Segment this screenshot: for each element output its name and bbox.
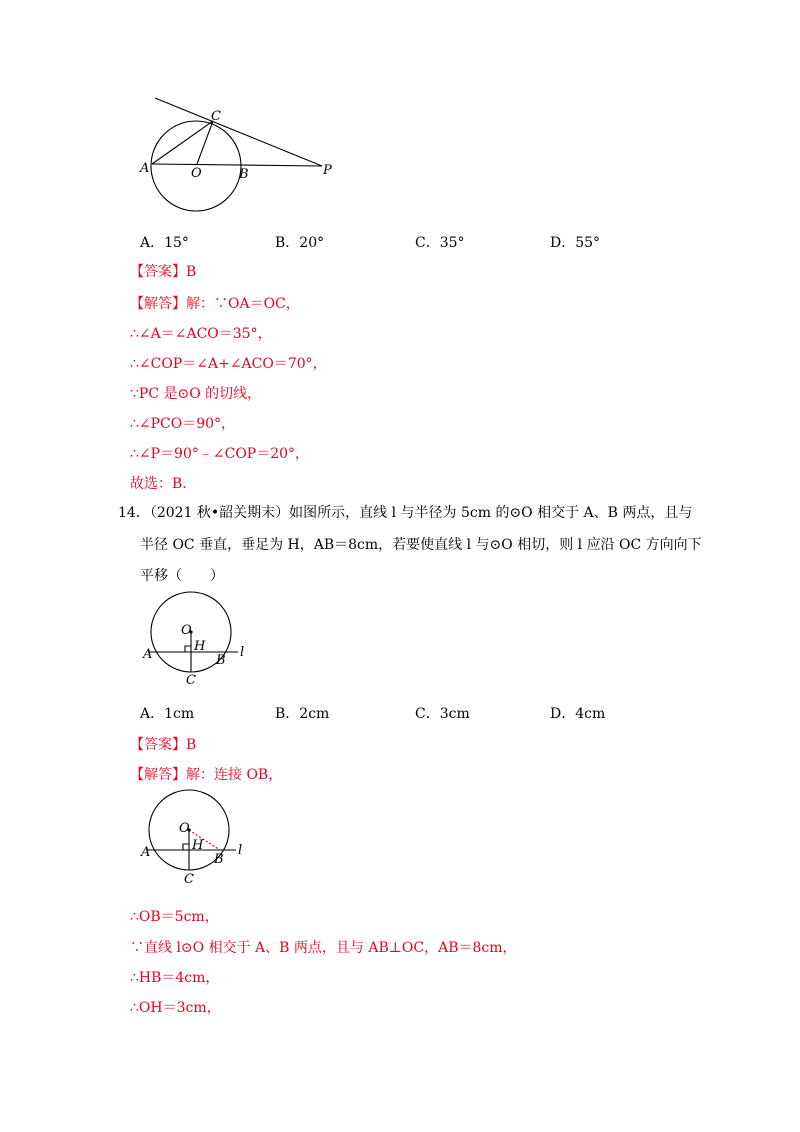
q14-option-b: B．2cm — [275, 706, 330, 722]
q14-option-a: A．1cm — [140, 706, 195, 722]
fig3-label-l: l — [238, 843, 243, 858]
fig1-label-b: B — [239, 167, 249, 182]
fig2-label-l: l — [240, 645, 245, 660]
q14-option-c: C．3cm — [415, 706, 470, 722]
fig3-label-h: H — [192, 838, 204, 853]
q13-option-a: A．15° — [140, 235, 189, 251]
q13-option-b: B．20° — [275, 235, 325, 251]
fig1-tangent-line — [155, 98, 322, 166]
fig3-label-b: B — [214, 852, 224, 867]
fig3-label-o: O — [179, 821, 190, 836]
q13-solution-line-7: 故选：B． — [130, 476, 197, 492]
q13-solution-line-1: 【解答】解：∵OA＝OC， — [130, 296, 300, 312]
q13-answer: 【答案】B — [130, 264, 197, 280]
figure-circle-tangent — [0, 0, 800, 230]
q14-solution-intro: 【解答】解：连接 OB， — [130, 767, 283, 783]
q13-option-d: D．55° — [550, 235, 601, 251]
q14-answer: 【答案】B — [130, 737, 197, 753]
q13-solution-line-4: ∵PC 是⊙O 的切线， — [130, 386, 262, 402]
fig3-label-a: A — [141, 845, 151, 860]
fig1-label-c: C — [211, 109, 221, 124]
figure-circle-chord — [0, 590, 800, 690]
fig1-drawing — [151, 98, 322, 211]
q13-solution-line-3: ∴∠COP＝∠A+∠ACO＝70°， — [130, 356, 327, 372]
fig2-label-c: C — [186, 673, 196, 688]
fig3-right-angle-mark — [183, 844, 189, 850]
fig2-label-b: B — [216, 653, 226, 668]
fig2-label-a: A — [143, 647, 153, 662]
q14-stem-line-2: 半径 OC 垂直，垂足为 H，AB＝8cm，若要使直线 l 与⊙O 相切，则 l 应沿 OC 方向向下 — [140, 537, 702, 553]
fig1-label-o: O — [191, 166, 202, 181]
q13-solution-line-2: ∴∠A＝∠ACO＝35°， — [130, 326, 272, 342]
fig1-label-p: P — [323, 163, 332, 178]
fig2-label-o: O — [181, 623, 192, 638]
fig1-chord-ac — [152, 121, 213, 164]
q14-stem-line-3: 平移（ ） — [140, 568, 224, 584]
q14-option-d: D．4cm — [550, 706, 606, 722]
fig1-label-a: A — [140, 161, 150, 176]
q13-solution-line-6: ∴∠P＝90°﹣∠COP＝20°， — [130, 446, 310, 462]
fig1-line-ap — [152, 164, 322, 166]
q14-solution-line-2: ∵直线 l⊙O 相交于 A、B 两点，且与 AB⊥OC，AB＝8cm， — [130, 940, 517, 956]
fig2-label-h: H — [194, 639, 206, 654]
q14-solution-line-1: ∴OB＝5cm， — [130, 909, 219, 925]
q14-stem-line-1: 14．（2021 秋•韶关期末）如图所示，直线 l 与半径为 5cm 的⊙O 相交于 A、B 两点，且与 — [118, 505, 693, 521]
fig2-right-angle-mark — [185, 646, 191, 652]
fig1-radius-oc — [197, 121, 213, 164]
q14-solution-line-4: ∴OH＝3cm， — [130, 1000, 221, 1016]
q14-solution-line-3: ∴HB＝4cm， — [130, 970, 220, 986]
q13-solution-line-5: ∴∠PCO＝90°， — [130, 416, 236, 432]
q13-option-c: C．35° — [415, 235, 465, 251]
fig3-label-c: C — [184, 872, 194, 887]
figure-circle-chord-ob — [0, 788, 800, 888]
